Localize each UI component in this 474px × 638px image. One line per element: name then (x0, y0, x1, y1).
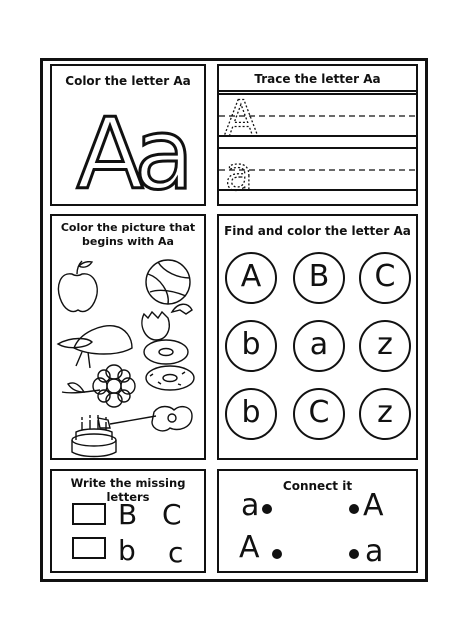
missing-row2-letter: b (118, 534, 136, 567)
answer-box[interactable] (72, 537, 106, 559)
letter-circle[interactable]: B (293, 252, 345, 304)
letter-circle[interactable]: C (359, 252, 411, 304)
hat-icon (58, 326, 132, 368)
ball-icon (146, 260, 190, 304)
outlined-letters (52, 88, 204, 206)
letter-circle[interactable]: a (293, 320, 345, 372)
connect-dot[interactable] (272, 549, 282, 559)
connect-right-letter: a (365, 534, 384, 569)
trace-letter-lower: a (224, 147, 254, 201)
missing-row2-letter: c (168, 536, 184, 569)
letter-circle[interactable]: b (225, 320, 277, 372)
outlined-letter-lower: a (133, 98, 195, 206)
color-letter-panel (50, 64, 206, 206)
trace-letter-title: Trace the letter Aa (254, 72, 381, 86)
apple-icon (59, 261, 98, 312)
letter-circle[interactable]: A (225, 252, 277, 304)
egg-icon (142, 304, 192, 340)
answer-box[interactable] (72, 503, 106, 525)
letter-circle[interactable]: z (359, 388, 411, 440)
connect-dot[interactable] (349, 504, 359, 514)
find-letter-panel (217, 214, 418, 460)
color-picture-panel (50, 214, 206, 460)
tracing-lines (219, 92, 416, 204)
outlined-letter-upper: A (76, 98, 144, 206)
cake-icon (72, 415, 116, 457)
color-picture-title-line2: begins with Aa (82, 235, 174, 248)
letter-circle[interactable]: z (359, 320, 411, 372)
trace-letter-upper: A (223, 92, 259, 148)
missing-row1-letter: C (162, 498, 182, 531)
connect-panel (217, 469, 418, 573)
connect-left-letter: A (239, 530, 260, 565)
connect-left-letter: a (241, 488, 260, 523)
color-picture-title (52, 221, 204, 249)
connect-dot[interactable] (349, 549, 359, 559)
missing-row1-letter: B (118, 498, 138, 531)
flower-icon (62, 365, 135, 407)
pictures-area (52, 252, 204, 458)
letter-circle[interactable]: b (225, 388, 277, 440)
color-letter-title: Color the letter Aa (65, 74, 191, 88)
missing-letters-title: Write the missing letters (70, 476, 186, 504)
connect-dot[interactable] (262, 504, 272, 514)
connect-right-letter: A (363, 488, 384, 523)
donut-icon (144, 340, 194, 390)
connect-title: Connect it (282, 479, 353, 493)
missing-letters-panel (50, 469, 206, 573)
trace-letter-panel (217, 64, 418, 206)
guitar-icon (98, 407, 192, 431)
find-letter-title: Find and color the letter Aa (224, 224, 411, 238)
color-picture-title-line1: Color the picture that (60, 221, 196, 234)
letter-circle[interactable]: C (293, 388, 345, 440)
